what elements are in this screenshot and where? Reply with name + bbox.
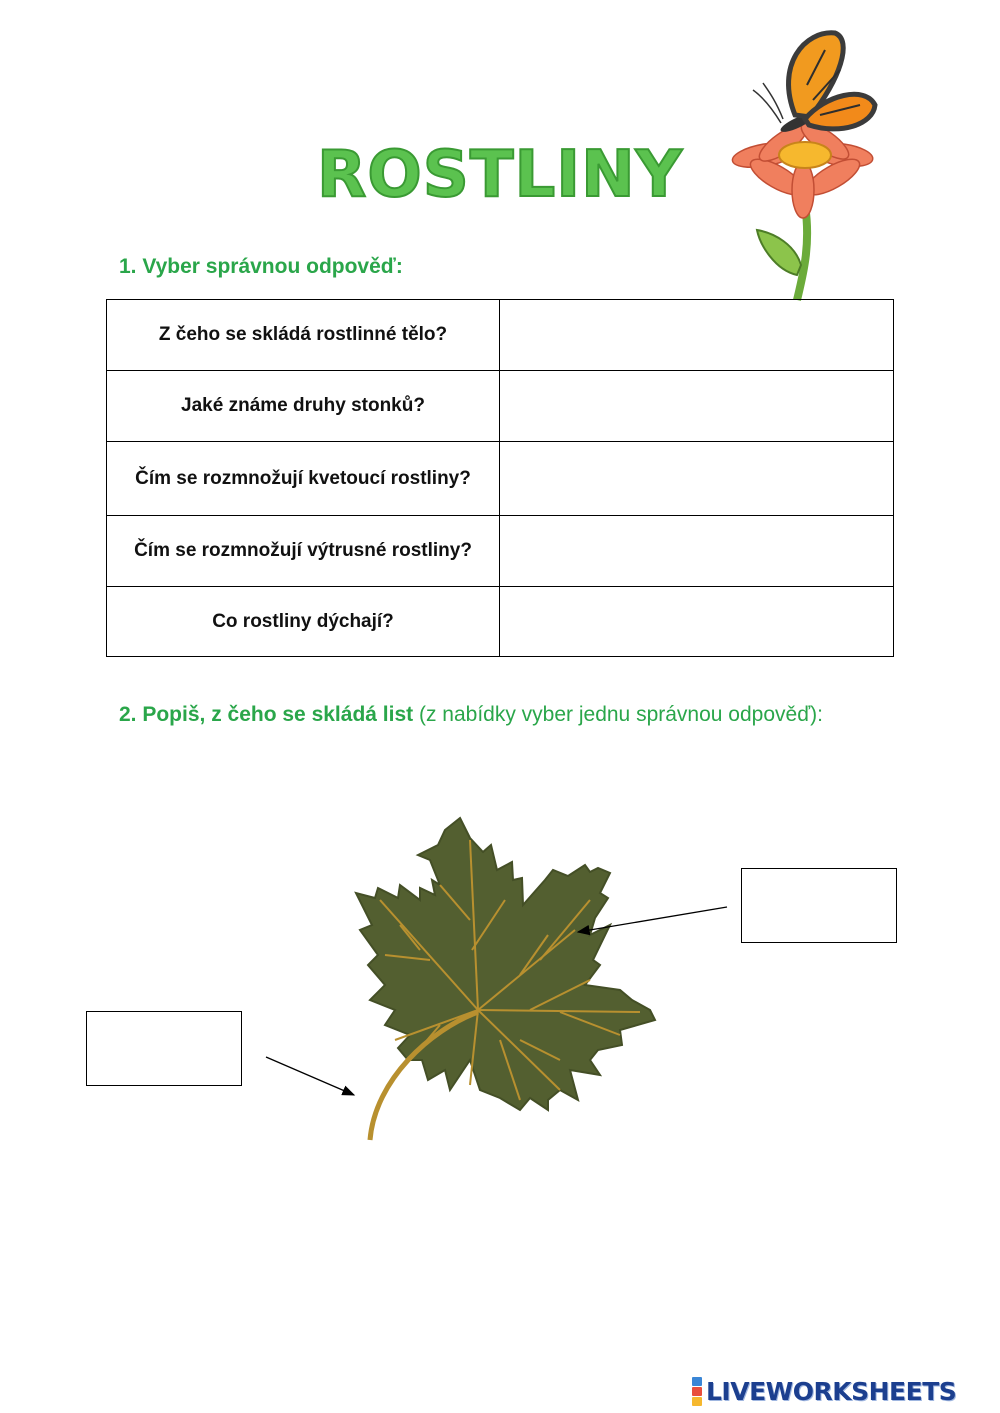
question-cell: Čím se rozmnožují kvetoucí rostliny? bbox=[107, 442, 500, 516]
arrow-to-stalk bbox=[266, 1057, 354, 1095]
logo-blocks-icon bbox=[692, 1377, 702, 1406]
leaf-blade-answer-box[interactable] bbox=[741, 868, 897, 943]
question-cell: Jaké známe druhy stonků? bbox=[107, 371, 500, 442]
leaf-stalk-answer-box[interactable] bbox=[86, 1011, 242, 1086]
question-2-heading-rest: (z nabídky vyber jednu správnou odpověď): bbox=[413, 703, 823, 726]
liveworksheets-logo bbox=[692, 1375, 956, 1407]
question-2-heading-bold: 2. Popiš, z čeho se skládá list bbox=[119, 703, 414, 726]
question-cell: Co rostliny dýchají? bbox=[107, 587, 500, 657]
question-1-heading: 1. Vyber správnou odpověď: bbox=[119, 255, 403, 278]
question-cell: Z čeho se skládá rostlinné tělo? bbox=[107, 300, 500, 371]
brand-name: LIVEWORKSHEETS bbox=[706, 1376, 957, 1406]
page-title: ROSTLINY bbox=[317, 138, 683, 212]
question-cell: Čím se rozmnožují výtrusné rostliny? bbox=[107, 516, 500, 587]
